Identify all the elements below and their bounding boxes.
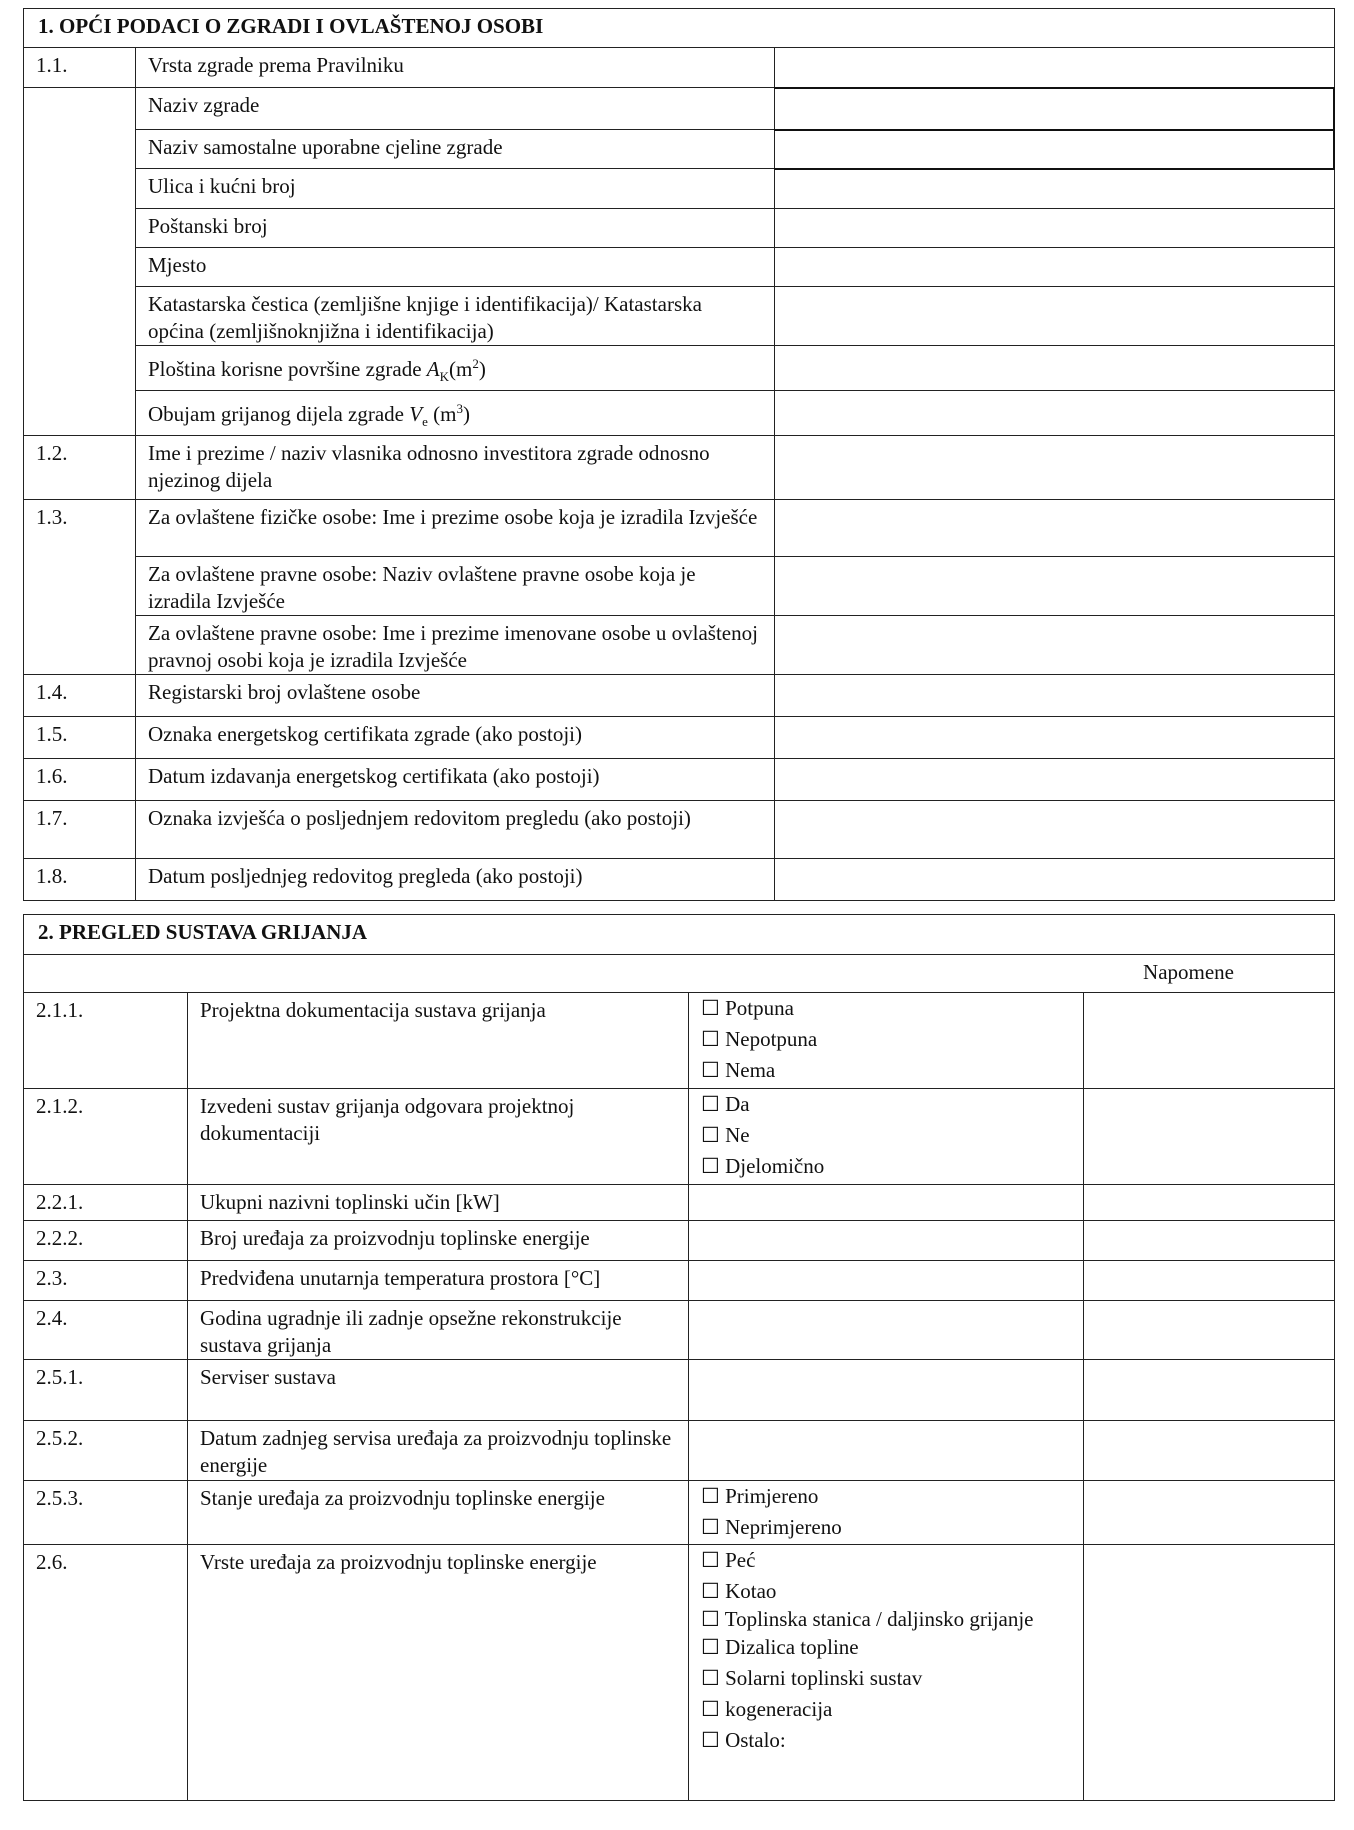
row-label bbox=[136, 169, 775, 209]
row-label-text: Vrsta zgrade prema Pravilniku bbox=[148, 53, 404, 77]
notes-field[interactable] bbox=[1084, 1421, 1335, 1481]
value-field[interactable] bbox=[775, 88, 1335, 130]
option-nema[interactable] bbox=[701, 1055, 1071, 1086]
table-row bbox=[24, 1421, 1335, 1481]
option-ne[interactable] bbox=[701, 1120, 1071, 1151]
row-label bbox=[136, 88, 775, 130]
table-row bbox=[24, 209, 1335, 248]
row-number: 2.5.1. bbox=[24, 1360, 188, 1421]
row-label: Datum zadnjeg servisa uređaja za proizvodnju toplinske energije bbox=[188, 1421, 689, 1481]
section1-header-row bbox=[24, 9, 1335, 48]
checkbox[interactable]: ☐ bbox=[701, 1697, 720, 1721]
option-label: Potpuna bbox=[725, 996, 794, 1020]
row-label bbox=[136, 48, 775, 88]
row-number bbox=[24, 88, 136, 436]
row-number: 2.6. bbox=[24, 1545, 188, 1801]
notes-field[interactable] bbox=[1084, 1185, 1335, 1221]
options-cell bbox=[689, 1545, 1084, 1801]
row-label-text: Oznaka energetskog certifikata zgrade (ako postoji) bbox=[148, 722, 583, 747]
row-number: 2.1.2. bbox=[24, 1089, 188, 1185]
option-label: Ostalo: bbox=[725, 1728, 786, 1752]
section1-title: 1. OPĆI PODACI O ZGRADI I OVLAŠTENOJ OSOBI bbox=[24, 9, 1335, 48]
option-label: Toplinska stanica / daljinsko grijanje bbox=[724, 1607, 1034, 1631]
row-label-text: Za ovlaštene fizičke osobe: Ime i prezime osobe koja je izradila Izvješće bbox=[148, 505, 758, 530]
row-number: 2.3. bbox=[24, 1261, 188, 1301]
table-row bbox=[24, 1185, 1335, 1221]
options-cell[interactable] bbox=[689, 1421, 1084, 1481]
row-number: 2.2.2. bbox=[24, 1221, 188, 1261]
value-field[interactable] bbox=[775, 675, 1335, 717]
row-label bbox=[136, 287, 775, 346]
table-row bbox=[24, 1221, 1335, 1261]
row-number: 1.4. bbox=[24, 675, 136, 717]
option-potpuna[interactable] bbox=[701, 993, 1071, 1024]
table-row bbox=[24, 1301, 1335, 1360]
row-label-text: Datum izdavanja energetskog certifikata (ako postoji) bbox=[148, 764, 600, 789]
row-number: 2.4. bbox=[24, 1301, 188, 1360]
symbol: V bbox=[409, 402, 423, 427]
value-field[interactable] bbox=[775, 801, 1335, 859]
row-label-text: Za ovlaštene pravne osobe: Naziv ovlaštene pravne osobe koja je izradila Izvješće bbox=[148, 562, 696, 614]
option-kogeneracija[interactable] bbox=[701, 1694, 1071, 1725]
table-row bbox=[24, 616, 1335, 675]
option-label: Kotao bbox=[725, 1579, 777, 1603]
options-cell bbox=[689, 993, 1084, 1089]
options-cell bbox=[689, 1089, 1084, 1185]
option-label: Dizalica topline bbox=[725, 1635, 859, 1659]
row-label-text: Katastarska čestica (zemljišne knjige i identifikacija)/ Katastarska općina (zemljišnoknjižna i identifikacija) bbox=[148, 292, 702, 343]
row-label bbox=[136, 616, 775, 675]
section2-table bbox=[23, 914, 1335, 1801]
row-label: Projektna dokumentacija sustava grijanja bbox=[188, 993, 689, 1089]
table-row bbox=[24, 1481, 1335, 1545]
value-field[interactable] bbox=[775, 209, 1335, 248]
checkbox[interactable]: ☐ bbox=[701, 1579, 720, 1603]
checkbox[interactable]: ☐ bbox=[701, 1515, 720, 1539]
table-row bbox=[24, 1360, 1335, 1421]
option-label: Da bbox=[725, 1092, 750, 1116]
row-label-text: Ime i prezime / naziv vlasnika odnosno investitora zgrade odnosno njezinog dijela bbox=[148, 441, 710, 493]
row-number: 1.3. bbox=[24, 500, 136, 675]
notes-field[interactable] bbox=[1084, 1089, 1335, 1185]
option-toplinska-stanica-daljinsko-grijanje[interactable] bbox=[701, 1607, 1071, 1632]
unit-close: ) bbox=[478, 357, 486, 381]
option-peć[interactable] bbox=[701, 1545, 1071, 1576]
value-field[interactable] bbox=[775, 248, 1335, 287]
unit-exponent: 2 bbox=[472, 356, 479, 371]
row-number: 2.2.1. bbox=[24, 1185, 188, 1221]
notes-field[interactable] bbox=[1084, 1301, 1335, 1360]
option-da[interactable] bbox=[701, 1089, 1071, 1120]
notes-field[interactable] bbox=[1084, 1261, 1335, 1301]
row-number: 1.2. bbox=[24, 436, 136, 500]
row-label-text: Poštanski broj bbox=[148, 214, 268, 238]
options-cell[interactable] bbox=[689, 1360, 1084, 1421]
row-label-text: Ploština korisne površine zgrade bbox=[148, 357, 422, 381]
checkbox[interactable]: ☐ bbox=[701, 1058, 720, 1082]
option-label: Nepotpuna bbox=[725, 1027, 818, 1051]
row-label-text: Za ovlaštene pravne osobe: Ime i prezime imenovane osobe u ovlaštenoj pravnoj osobi koja je izradila Izvješće bbox=[148, 621, 758, 673]
option-primjereno[interactable] bbox=[701, 1481, 1071, 1512]
table-row bbox=[24, 557, 1335, 616]
value-field[interactable] bbox=[775, 557, 1335, 616]
option-djelomično[interactable] bbox=[701, 1151, 1071, 1182]
row-label: Vrste uređaja za proizvodnju toplinske energije bbox=[188, 1545, 689, 1801]
row-label bbox=[136, 801, 775, 859]
row-number: 1.8. bbox=[24, 859, 136, 901]
row-label bbox=[136, 436, 775, 500]
value-field[interactable] bbox=[775, 169, 1335, 209]
row-label-text: Ulica i kućni broj bbox=[148, 174, 296, 198]
row-label bbox=[136, 248, 775, 287]
row-number: 1.7. bbox=[24, 801, 136, 859]
value-field[interactable] bbox=[775, 391, 1335, 436]
table-row bbox=[24, 500, 1335, 557]
option-neprimjereno[interactable] bbox=[701, 1512, 1071, 1543]
table-row bbox=[24, 717, 1335, 759]
table-row bbox=[24, 346, 1335, 391]
value-field[interactable] bbox=[775, 287, 1335, 346]
table-row bbox=[24, 248, 1335, 287]
checkbox[interactable]: ☐ bbox=[701, 1728, 720, 1752]
options-cell bbox=[689, 1481, 1084, 1545]
row-number: 1.5. bbox=[24, 717, 136, 759]
value-field[interactable] bbox=[775, 346, 1335, 391]
row-number: 2.5.3. bbox=[24, 1481, 188, 1545]
row-label-text: Mjesto bbox=[148, 253, 207, 277]
options-cell[interactable] bbox=[689, 1221, 1084, 1261]
checkbox[interactable]: ☐ bbox=[701, 1607, 720, 1631]
row-label bbox=[136, 717, 775, 759]
options-cell[interactable] bbox=[689, 1301, 1084, 1360]
checkbox[interactable]: ☐ bbox=[701, 1635, 720, 1659]
row-label-text: Registarski broj ovlaštene osobe bbox=[148, 680, 421, 705]
symbol-subscript: e bbox=[422, 414, 428, 430]
notes-field[interactable] bbox=[1084, 1481, 1335, 1545]
option-dizalica-topline[interactable] bbox=[701, 1632, 1071, 1663]
option-kotao[interactable] bbox=[701, 1576, 1071, 1607]
table-row bbox=[24, 1545, 1335, 1801]
section1-table bbox=[23, 8, 1335, 901]
table-row bbox=[24, 675, 1335, 717]
option-ostalo-[interactable] bbox=[701, 1725, 1071, 1756]
table-row bbox=[24, 391, 1335, 436]
options-cell[interactable] bbox=[689, 1185, 1084, 1221]
notes-field[interactable] bbox=[1084, 1545, 1335, 1801]
row-number: 1.1. bbox=[24, 48, 136, 88]
table-row bbox=[24, 993, 1335, 1089]
value-field[interactable] bbox=[775, 616, 1335, 675]
option-label: Solarni toplinski sustav bbox=[725, 1666, 923, 1690]
value-field[interactable] bbox=[775, 130, 1335, 169]
row-label: Predviđena unutarnja temperatura prostora [°C] bbox=[188, 1261, 689, 1301]
row-number: 1.6. bbox=[24, 759, 136, 801]
table-row bbox=[24, 801, 1335, 859]
symbol-subscript: K bbox=[439, 369, 449, 385]
table-row bbox=[24, 859, 1335, 901]
option-nepotpuna[interactable] bbox=[701, 1024, 1071, 1055]
symbol: A bbox=[426, 357, 440, 381]
row-label bbox=[136, 759, 775, 801]
options-cell[interactable] bbox=[689, 1261, 1084, 1301]
option-label: Primjereno bbox=[725, 1484, 819, 1508]
row-number: 2.1.1. bbox=[24, 993, 188, 1089]
unit-close: ) bbox=[462, 402, 470, 427]
table-row bbox=[24, 88, 1335, 130]
table-row bbox=[24, 169, 1335, 209]
row-label-text: Naziv zgrade bbox=[148, 93, 260, 117]
unit: (m bbox=[449, 357, 473, 381]
table-row bbox=[24, 130, 1335, 169]
table-row bbox=[24, 48, 1335, 88]
notes-field[interactable] bbox=[1084, 1221, 1335, 1261]
checkbox[interactable]: ☐ bbox=[701, 1123, 720, 1147]
table-row bbox=[24, 436, 1335, 500]
row-label bbox=[136, 391, 775, 436]
table-row bbox=[24, 287, 1335, 346]
notes-header: Napomene bbox=[24, 955, 1335, 993]
checkbox[interactable]: ☐ bbox=[701, 1027, 720, 1051]
row-label bbox=[136, 675, 775, 717]
checkbox[interactable]: ☐ bbox=[701, 1154, 720, 1178]
row-label bbox=[136, 500, 775, 557]
option-label: Djelomično bbox=[725, 1154, 825, 1178]
unit-exponent: 3 bbox=[456, 401, 463, 417]
row-label-text: Oznaka izvješća o posljednjem redovitom pregledu (ako postoji) bbox=[148, 806, 691, 831]
value-field[interactable] bbox=[775, 500, 1335, 557]
row-label-text: Obujam grijanog dijela zgrade bbox=[148, 402, 404, 427]
option-label: Ne bbox=[725, 1123, 750, 1147]
row-label bbox=[136, 859, 775, 901]
option-solarni-toplinski-sustav[interactable] bbox=[701, 1663, 1071, 1694]
row-label-text: Datum posljednjeg redovitog pregleda (ako postoji) bbox=[148, 864, 583, 889]
table-row bbox=[24, 759, 1335, 801]
checkbox[interactable]: ☐ bbox=[701, 1666, 720, 1690]
value-field[interactable] bbox=[775, 436, 1335, 500]
row-label: Serviser sustava bbox=[188, 1360, 689, 1421]
value-field[interactable] bbox=[775, 759, 1335, 801]
row-label bbox=[136, 346, 775, 391]
table-row bbox=[24, 1261, 1335, 1301]
option-label: kogeneracija bbox=[725, 1697, 833, 1721]
row-label-text: Naziv samostalne uporabne cjeline zgrade bbox=[148, 135, 503, 159]
checkbox[interactable]: ☐ bbox=[701, 996, 720, 1020]
table-row bbox=[24, 1089, 1335, 1185]
option-label: Nema bbox=[725, 1058, 776, 1082]
row-label bbox=[136, 557, 775, 616]
section2-header-row bbox=[24, 915, 1335, 955]
row-label: Godina ugradnje ili zadnje opsežne rekonstrukcije sustava grijanja bbox=[188, 1301, 689, 1360]
row-label: Ukupni nazivni toplinski učin [kW] bbox=[188, 1185, 689, 1221]
value-field[interactable] bbox=[775, 717, 1335, 759]
value-field[interactable] bbox=[775, 859, 1335, 901]
row-label: Stanje uređaja za proizvodnju toplinske energije bbox=[188, 1481, 689, 1545]
notes-field[interactable] bbox=[1084, 993, 1335, 1089]
checkbox[interactable]: ☐ bbox=[701, 1484, 720, 1508]
checkbox[interactable]: ☐ bbox=[701, 1548, 720, 1572]
row-label bbox=[136, 209, 775, 248]
row-label: Broj uređaja za proizvodnju toplinske energije bbox=[188, 1221, 689, 1261]
notes-header-row bbox=[24, 955, 1335, 993]
value-field[interactable] bbox=[775, 48, 1335, 88]
checkbox[interactable]: ☐ bbox=[701, 1092, 720, 1116]
row-label: Izvedeni sustav grijanja odgovara projektnoj dokumentaciji bbox=[188, 1089, 689, 1185]
unit: (m bbox=[427, 402, 457, 427]
row-number: 2.5.2. bbox=[24, 1421, 188, 1481]
section2-title: 2. PREGLED SUSTAVA GRIJANJA bbox=[24, 915, 1335, 955]
option-label: Peć bbox=[725, 1548, 756, 1572]
row-label bbox=[136, 130, 775, 169]
option-label: Neprimjereno bbox=[725, 1515, 842, 1539]
notes-field[interactable] bbox=[1084, 1360, 1335, 1421]
